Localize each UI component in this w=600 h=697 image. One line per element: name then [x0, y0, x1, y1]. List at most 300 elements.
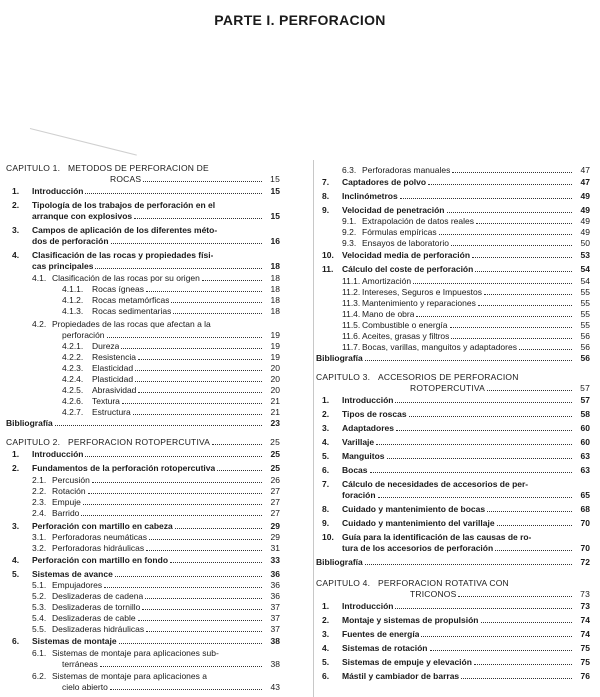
- toc-entry: [12, 200, 280, 211]
- toc-entry-page: 68: [580, 504, 590, 514]
- toc-entry-title: Plasticidad: [92, 374, 134, 384]
- toc-entry: [342, 331, 590, 342]
- dot-leader: [447, 205, 572, 213]
- toc-entry-number: CAPITULO 2.: [6, 437, 61, 447]
- toc-entry: [322, 629, 590, 640]
- dot-leader: [171, 295, 262, 303]
- toc-entry-title: ROTOPERCUTIVA: [410, 383, 486, 393]
- toc-entry-number: 2.: [12, 200, 20, 210]
- toc-entry: [342, 298, 590, 309]
- toc-entry-title: Campos de aplicación de los diferentes méto-: [32, 225, 218, 235]
- dot-leader: [461, 671, 572, 679]
- dot-leader: [175, 521, 262, 529]
- toc-entry-title: Elasticidad: [92, 363, 134, 373]
- toc-entry-page: 49: [580, 216, 590, 226]
- toc-entry-title: Clasificación de las rocas y propiedades físi-: [32, 250, 214, 260]
- toc-entry-number: 4.: [322, 643, 330, 653]
- dot-leader: [107, 330, 262, 338]
- dot-leader: [519, 342, 572, 350]
- toc-entry: [32, 613, 280, 624]
- dot-leader: [135, 363, 262, 371]
- toc-entry-title: Fundamentos de la perforación rotopercutiva: [32, 463, 216, 473]
- toc-entry-page: 75: [580, 643, 590, 653]
- toc-entry-title: Captadores de polvo: [342, 177, 427, 187]
- toc-entry-title: Combustible o energía: [362, 320, 448, 330]
- toc-entry-page: 63: [580, 465, 590, 475]
- toc-entry-page: 72: [580, 557, 590, 567]
- dot-leader: [211, 164, 262, 171]
- dot-leader: [115, 569, 262, 577]
- toc-entry: [322, 264, 590, 275]
- dot-leader: [530, 480, 572, 487]
- toc-entry: [62, 407, 280, 418]
- toc-entry: [62, 352, 280, 363]
- toc-entry-number: 4.1.3.: [62, 306, 84, 316]
- toc-entry-number: 9.3.: [342, 238, 357, 248]
- dot-leader: [450, 320, 572, 328]
- toc-entry: [62, 385, 280, 396]
- toc-entry-page: 37: [270, 624, 280, 634]
- toc-entry-title: ROCAS: [110, 174, 142, 184]
- toc-entry-title: Estructura: [92, 407, 131, 417]
- toc-entry-page: 56: [580, 342, 590, 352]
- toc-entry-page: 19: [270, 330, 280, 340]
- toc-entry-number: 1.: [322, 395, 330, 405]
- toc-entry-title: cas principales: [32, 261, 94, 271]
- dot-leader: [133, 407, 262, 415]
- toc-entry-page: 26: [270, 475, 280, 485]
- toc-entry-number: 3.1.: [32, 532, 47, 542]
- toc-entry-page: 19: [270, 341, 280, 351]
- dot-leader: [138, 352, 262, 360]
- toc-entry-number: 7.: [322, 479, 330, 489]
- toc-entry-title: foración: [342, 490, 376, 500]
- toc-entry: [342, 543, 590, 554]
- dot-leader: [421, 629, 572, 637]
- toc-entry-page: 47: [580, 177, 590, 187]
- toc-entry-title: Rocas metamórficas: [92, 295, 170, 305]
- toc-entry-page: 20: [270, 374, 280, 384]
- toc-entry-page: 49: [580, 227, 590, 237]
- toc-entry-title: Sistemas de montaje: [32, 636, 117, 646]
- toc-entry-title: Sistemas de avance: [32, 569, 113, 579]
- toc-entry-number: 5.: [12, 569, 20, 579]
- dot-leader: [122, 396, 262, 404]
- dot-leader: [487, 383, 572, 391]
- toc-entry-page: 25: [270, 449, 280, 459]
- toc-entry-page: 73: [580, 601, 590, 611]
- dot-leader: [209, 672, 262, 679]
- toc-entry-number: 6.1.: [32, 648, 47, 658]
- toc-entry: [316, 578, 590, 589]
- toc-entry: [32, 236, 280, 247]
- toc-entry-title: Introducción: [342, 601, 394, 611]
- dot-leader: [409, 409, 572, 417]
- toc-entry-number: 4.2.5.: [62, 385, 84, 395]
- toc-entry-number: CAPITULO 4.: [316, 578, 371, 588]
- toc-entry: [322, 395, 590, 406]
- toc-entry-title: Velocidad media de perforación: [342, 250, 471, 260]
- toc-entry-page: 29: [270, 532, 280, 542]
- toc-entry: [32, 624, 280, 635]
- dot-leader: [451, 331, 572, 339]
- toc-entry-page: 43: [270, 682, 280, 692]
- toc-entry: [322, 423, 590, 434]
- toc-entry-page: 73: [580, 589, 590, 599]
- toc-entry-page: 55: [580, 309, 590, 319]
- toc-entry-number: 4.1.: [32, 273, 47, 283]
- dot-leader: [81, 508, 262, 516]
- toc-entry-page: 18: [270, 273, 280, 283]
- toc-entry-number: 11.6.: [342, 331, 361, 341]
- toc-entry-title: Cuidado y mantenimiento de bocas: [342, 504, 486, 514]
- toc-entry-title: Perforadoras neumáticas: [52, 532, 147, 542]
- toc-entry-page: 49: [580, 191, 590, 201]
- dot-leader: [413, 276, 572, 284]
- toc-entry-number: 1.: [12, 449, 20, 459]
- toc-entry: [62, 341, 280, 352]
- toc-entry-number: 1.: [12, 186, 20, 196]
- dot-leader: [484, 287, 572, 295]
- dot-leader: [85, 449, 262, 457]
- toc-entry-number: 3.2.: [32, 543, 47, 553]
- dot-leader: [202, 273, 262, 281]
- toc-entry-page: 57: [580, 395, 590, 405]
- toc-entry-title: Fuentes de energía: [342, 629, 420, 639]
- toc-entry-title: PERFORACION ROTATIVA CON: [378, 578, 509, 588]
- toc-entry-page: 55: [580, 320, 590, 330]
- toc-entry-page: 38: [270, 636, 280, 646]
- toc-entry-page: 49: [580, 205, 590, 215]
- toc-entry-number: 3.: [322, 423, 330, 433]
- toc-entry-page: 15: [270, 211, 280, 221]
- toc-entry: [322, 601, 590, 612]
- toc-entry-number: CAPITULO 1.: [6, 163, 61, 173]
- toc-entry: [322, 479, 590, 490]
- toc-entry-number: 11.7.: [342, 342, 361, 352]
- toc-entry-title: METODOS DE PERFORACION DE: [68, 163, 209, 173]
- dot-leader: [472, 250, 572, 258]
- dot-leader: [146, 543, 262, 551]
- toc-entry-number: 2.: [322, 409, 330, 419]
- toc-entry-page: 20: [270, 385, 280, 395]
- dot-leader: [146, 284, 262, 292]
- toc-entry-page: 20: [270, 363, 280, 373]
- toc-entry-number: 4.2.1.: [62, 341, 84, 351]
- dot-leader: [395, 601, 572, 609]
- toc-entry-page: 25: [270, 437, 280, 447]
- toc-entry-number: 2.1.: [32, 475, 47, 485]
- toc-entry-title: Abrasividad: [92, 385, 137, 395]
- dot-leader: [481, 615, 572, 623]
- toc-entry-number: 6.3.: [342, 165, 357, 175]
- toc-entry-title: Perforadoras manuales: [362, 165, 451, 175]
- toc-entry-title: Extrapolación de datos reales: [362, 216, 474, 226]
- toc-entry: [322, 465, 590, 476]
- toc-entry-number: CAPITULO 3.: [316, 372, 371, 382]
- toc-entry-page: 54: [580, 276, 590, 286]
- toc-entry: [322, 643, 590, 654]
- dot-leader: [428, 177, 572, 185]
- toc-entry-title: terráneas: [62, 659, 98, 669]
- toc-entry-title: Sistemas de rotación: [342, 643, 428, 653]
- toc-entry: [322, 409, 590, 420]
- toc-entry: [32, 543, 280, 554]
- dot-leader: [143, 174, 262, 182]
- toc-entry-number: 4.2.2.: [62, 352, 84, 362]
- dot-leader: [146, 624, 262, 632]
- toc-entry: [32, 671, 280, 682]
- toc-entry-number: 11.3.: [342, 298, 361, 308]
- dot-leader: [474, 657, 572, 665]
- toc-entry-page: 37: [270, 613, 280, 623]
- toc-entry-number: 8.: [322, 191, 330, 201]
- toc-entry: [342, 165, 590, 176]
- dot-leader: [219, 226, 262, 233]
- dot-leader: [478, 298, 572, 306]
- toc-entry-page: 18: [270, 261, 280, 271]
- toc-entry-title: tura de los accesorios de perforación: [342, 543, 494, 553]
- toc-entry-title: Varillaje: [342, 437, 375, 447]
- toc-entry-page: 65: [580, 490, 590, 500]
- toc-entry-page: 37: [270, 602, 280, 612]
- toc-entry-title: Mástil y cambiador de barras: [342, 671, 460, 681]
- toc-entry: [32, 591, 280, 602]
- toc-entry-number: 5.4.: [32, 613, 47, 623]
- toc-entry: [322, 205, 590, 216]
- toc-entry-page: 57: [580, 383, 590, 393]
- toc-entry: [62, 363, 280, 374]
- toc-entry: [322, 250, 590, 261]
- toc-entry: [322, 437, 590, 448]
- toc-entry: [12, 569, 280, 580]
- toc-entry-title: Sistemas de empuje y elevación: [342, 657, 472, 667]
- toc-entry-page: 75: [580, 657, 590, 667]
- toc-entry-number: 7.: [322, 177, 330, 187]
- toc-entry-title: Percusión: [52, 475, 90, 485]
- toc-entry-number: 5.3.: [32, 602, 47, 612]
- toc-entry-number: 4.1.2.: [62, 295, 84, 305]
- toc-entry: [342, 227, 590, 238]
- dot-leader: [521, 373, 572, 380]
- toc-entry-page: 74: [580, 615, 590, 625]
- dot-leader: [533, 533, 572, 540]
- toc-entry: [12, 186, 280, 197]
- dot-leader: [387, 451, 573, 459]
- toc-entry-title: Aceites, grasas y filtros: [362, 331, 450, 341]
- toc-entry-number: 5.: [322, 657, 330, 667]
- toc-entry: [32, 319, 280, 330]
- toc-entry-number: 5.: [322, 451, 330, 461]
- toc-entry: [32, 580, 280, 591]
- toc-entry-number: 5.2.: [32, 591, 47, 601]
- dot-leader: [376, 437, 572, 445]
- toc-entry: [32, 532, 280, 543]
- toc-entry-title: Perforadoras hidráulicas: [52, 543, 145, 553]
- toc-entry-page: 56: [580, 353, 590, 363]
- toc-entry-title: Perforación con martillo en fondo: [32, 555, 169, 565]
- toc-entry: [12, 521, 280, 532]
- toc-entry-number: 6.: [322, 465, 330, 475]
- toc-entry-page: 18: [270, 284, 280, 294]
- toc-entry-title: Bibliografía: [6, 418, 53, 428]
- dot-leader: [170, 555, 262, 563]
- toc-entry: [62, 330, 280, 341]
- toc-entry-number: 1.: [322, 601, 330, 611]
- toc-entry-title: Inclinómetros: [342, 191, 398, 201]
- toc-entry-page: 74: [580, 629, 590, 639]
- toc-entry: [12, 463, 280, 474]
- toc-entry: [322, 177, 590, 188]
- toc-entry-title: perforación: [62, 330, 105, 340]
- toc-entry: [342, 320, 590, 331]
- toc-entry-page: 33: [270, 555, 280, 565]
- toc-entry-title: Deslizaderas hidráulicas: [52, 624, 145, 634]
- toc-entry: [322, 657, 590, 668]
- dot-leader: [135, 374, 262, 382]
- toc-entry: [62, 306, 280, 317]
- dot-leader: [138, 613, 262, 621]
- toc-entry-title: Montaje y sistemas de propulsión: [342, 615, 479, 625]
- toc-entry-title: Amortización: [362, 276, 412, 286]
- toc-entry-title: arranque con explosivos: [32, 211, 133, 221]
- dot-leader: [145, 591, 262, 599]
- toc-entry-page: 53: [580, 250, 590, 260]
- toc-entry-title: PERFORACION ROTOPERCUTIVA: [68, 437, 211, 447]
- toc-entry-number: 6.2.: [32, 671, 47, 681]
- toc-entry-number: 11.2.: [342, 287, 361, 297]
- toc-entry-page: 56: [580, 331, 590, 341]
- toc-entry-page: 70: [580, 543, 590, 553]
- toc-entry-number: 4.2.6.: [62, 396, 84, 406]
- toc-entry-number: 9.1.: [342, 216, 357, 226]
- toc-entry: [12, 636, 280, 647]
- toc-entry-page: 18: [270, 306, 280, 316]
- dot-leader: [497, 518, 572, 526]
- toc-entry-number: 2.: [12, 463, 20, 473]
- dot-leader: [365, 557, 572, 565]
- toc-entry-title: Empuje: [52, 497, 81, 507]
- dot-leader: [100, 659, 262, 667]
- toc-entry-page: 36: [270, 591, 280, 601]
- toc-entry-title: Introducción: [32, 186, 84, 196]
- toc-entry-page: 25: [270, 463, 280, 473]
- toc-entry-title: Ensayos de laboratorio: [362, 238, 449, 248]
- toc-entry-number: 2.4.: [32, 508, 47, 518]
- column-divider: [313, 160, 314, 697]
- toc-entry-title: Velocidad de penetración: [342, 205, 445, 215]
- toc-entry-number: 4.2.3.: [62, 363, 84, 373]
- toc-entry-page: 21: [270, 407, 280, 417]
- toc-entry-title: Deslizaderas de cable: [52, 613, 136, 623]
- toc-entry-title: Introducción: [342, 395, 394, 405]
- toc-entry-number: 8.: [322, 504, 330, 514]
- dot-leader: [395, 395, 572, 403]
- toc-entry-page: 27: [270, 486, 280, 496]
- toc-entry-page: 31: [270, 543, 280, 553]
- toc-entry: [316, 557, 590, 568]
- scan-mark: [30, 128, 137, 156]
- toc-entry-title: Deslizaderas de tornillo: [52, 602, 141, 612]
- toc-entry: [62, 295, 280, 306]
- toc-entry-title: Bibliografía: [316, 557, 363, 567]
- toc-entry-page: 58: [580, 409, 590, 419]
- toc-entry-page: 18: [270, 295, 280, 305]
- dot-leader: [430, 643, 572, 651]
- toc-entry-page: 70: [580, 518, 590, 528]
- dot-leader: [213, 320, 262, 327]
- toc-entry-title: Cuidado y mantenimiento del varillaje: [342, 518, 495, 528]
- toc-entry: [322, 504, 590, 515]
- toc-entry: [6, 418, 280, 429]
- toc-entry-number: 5.5.: [32, 624, 47, 634]
- toc-entry-page: 47: [580, 165, 590, 175]
- toc-entry: [342, 238, 590, 249]
- dot-leader: [134, 211, 262, 219]
- toc-entry: [342, 216, 590, 227]
- dot-leader: [396, 423, 572, 431]
- toc-entry: [342, 276, 590, 287]
- dot-leader: [55, 418, 262, 426]
- toc-entry-number: 6.: [322, 671, 330, 681]
- toc-entry: [316, 353, 590, 364]
- toc-entry-page: 27: [270, 497, 280, 507]
- toc-entry: [342, 342, 590, 353]
- toc-entry: [32, 211, 280, 222]
- toc-entry: [110, 174, 280, 185]
- dot-leader: [95, 261, 262, 269]
- toc-entry-number: 2.3.: [32, 497, 47, 507]
- toc-entry-number: 4.2.7.: [62, 407, 84, 417]
- toc-entry-title: Clasificación de las rocas por su origen: [52, 273, 200, 283]
- toc-entry-title: Perforación con martillo en cabeza: [32, 521, 173, 531]
- toc-entry-title: Rocas sedimentarias: [92, 306, 172, 316]
- dot-leader: [83, 497, 262, 505]
- toc-entry: [410, 589, 590, 600]
- dot-leader: [217, 463, 262, 471]
- dot-leader: [121, 341, 262, 349]
- dot-leader: [416, 309, 572, 317]
- toc-entry-title: Sistemas de montaje para aplicaciones a: [52, 671, 207, 681]
- toc-entry-title: dos de perforación: [32, 236, 109, 246]
- toc-entry-title: Deslizaderas de cadena: [52, 591, 144, 601]
- toc-entry-page: 29: [270, 521, 280, 531]
- toc-entry-title: Barrido: [52, 508, 80, 518]
- dot-leader: [439, 227, 572, 235]
- dot-leader: [495, 543, 572, 551]
- dot-leader: [475, 264, 572, 272]
- toc-entry-title: Textura: [92, 396, 120, 406]
- dot-leader: [85, 186, 262, 194]
- toc-entry-number: 6.: [12, 636, 20, 646]
- toc-entry: [322, 532, 590, 543]
- toc-entry: [32, 486, 280, 497]
- toc-entry-page: 55: [580, 298, 590, 308]
- toc-entry: [62, 396, 280, 407]
- toc-entry: [12, 555, 280, 566]
- toc-entry-number: 2.2.: [32, 486, 47, 496]
- toc-entry-page: 19: [270, 352, 280, 362]
- toc-entry-number: 11.5.: [342, 320, 361, 330]
- toc-entry-title: Cálculo del coste de perforación: [342, 264, 474, 274]
- dot-leader: [476, 216, 572, 224]
- toc-entry: [12, 250, 280, 261]
- toc-entry-number: 3.: [322, 629, 330, 639]
- dot-leader: [217, 201, 262, 208]
- page-title: PARTE I. PERFORACION: [214, 12, 386, 28]
- toc-entry-title: Sistemas de montaje para aplicaciones sub-: [52, 648, 219, 658]
- toc-entry-page: 60: [580, 423, 590, 433]
